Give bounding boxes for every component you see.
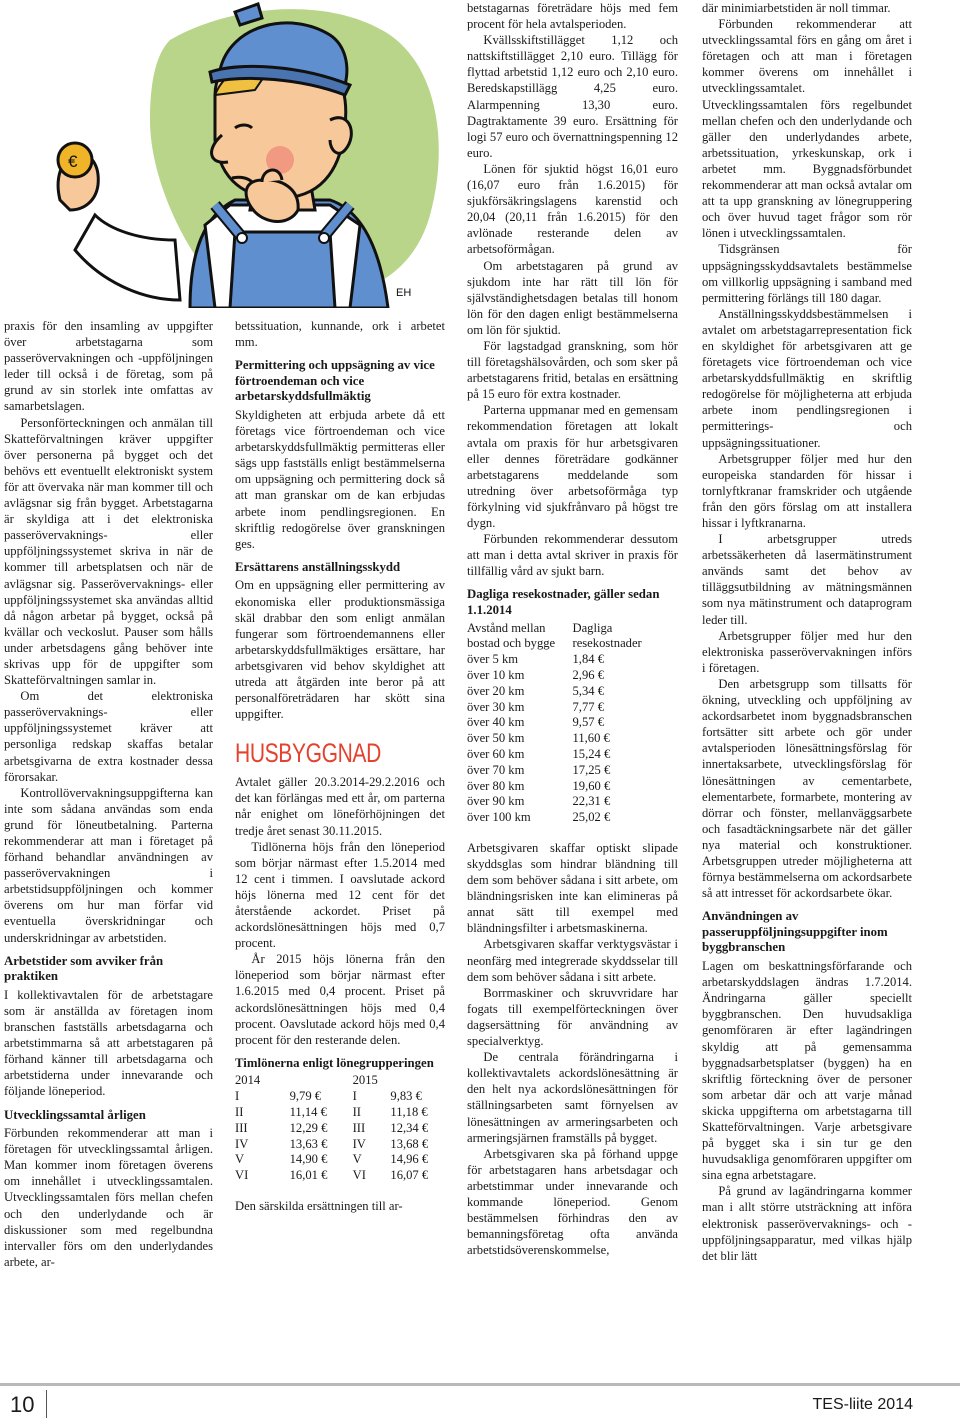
paragraph: År 2015 höjs lönerna från den löneperiod som börjar närmast efter 1.6.2015 med 0,4 procent. Priset på ackordslönesättningen höjs med 0,4 procent. Oavslutade ackord höjs med 0,4 procent för den resterande delen. bbox=[235, 952, 445, 1047]
paragraph: Anställningsskyddsbestämmelsen i avtalet om arbetstagarrepresentation fick en skyldighet för arbetsgivaren att ge företagets vice förtroendeman och vice arbetarskyddsfullmäktig en skriftlig redogörelse för möjligheterna att erbjuda arbete inom pendlingsregionen i permitterings- och uppsägningssituationer. bbox=[702, 306, 912, 450]
table-header-cell bbox=[290, 1073, 353, 1089]
table-cell: 17,25 € bbox=[572, 762, 611, 777]
column-3 bbox=[467, 0, 678, 1258]
table-cell: V bbox=[352, 1152, 362, 1167]
table-cell: VI bbox=[235, 1168, 249, 1183]
table-row bbox=[467, 668, 678, 684]
subheading: Timlönerna enligt lönegrupperingen bbox=[235, 1055, 434, 1070]
artist-signature: EH bbox=[396, 287, 412, 299]
table-cell: 25,02 € bbox=[572, 810, 611, 825]
subheading: Användningen av passeruppföljningsuppgifter inom byggbranschen bbox=[702, 909, 888, 955]
table-cell: III bbox=[235, 1120, 248, 1135]
paragraph: Kontrollövervakningsuppgifterna kan inte som sådana användas som enda grund för löneutbetalning. Parterna rekommenderar att man i företaget på förhand behandlar användningen av passerövervakningen i arbetstidsuppföljningen och kommer överens om hur man förfar vid eventuella överskridningar och underskridningar av arbetstiden. bbox=[4, 785, 213, 945]
table-cell: över 70 km bbox=[467, 762, 525, 777]
paragraph: Borrmaskiner och skruvvridare har fogats till exempelförteckningen över dagsersättning för användning av specialverktyg. bbox=[467, 985, 678, 1049]
table-header-cell: Dagliga resekostnader bbox=[572, 620, 642, 651]
table-cell: 12,34 € bbox=[390, 1120, 429, 1135]
page-footer bbox=[0, 1383, 960, 1419]
paragraph: På grund av lagändringarna kommer man i allt större utsträckning att införa elektronisk passerövervaknings- och -uppföljningsapparatur, med vilkas hjälp det blir lätt bbox=[702, 1184, 912, 1263]
paragraph: Skyldigheten att erbjuda arbete då ett företags vice förtroendeman och vice arbetarskyddsfullmäktig permitteras eller sägs upp fastställs enligt bestämmelserna om uppsägning och permittering dock så att man granskar om de kan erbjudas arbete inom pendlingsregionen. En skriftlig redogörelse över granskningen ges. bbox=[235, 407, 445, 551]
table-cell: över 20 km bbox=[467, 683, 525, 698]
paragraph: Den arbetsgrupp som tillsatts för ökning, utveckling och uppföljning av ackordsarbetet inom byggnadsbranschen fortsätter sitt arbete och gör under avtalsperioden lönesättningsförslag för innertaksarbete, utvecklingsförslag för lönesättningen av cementarbete, elementarbete, formarbete, montering av dörrar och fönster, mellanväggsarbete och fasadtäckningsarbete när det gäller nya material och konstruktioner. Arbetsgruppen utreder möjligheterna att förnya bestämmelserna om ackordsarbete så att intresset för ackordsarbete ökar. bbox=[702, 676, 912, 901]
table-row bbox=[467, 715, 678, 731]
table-cell: 9,57 € bbox=[572, 715, 604, 730]
table-cell: 1,84 € bbox=[572, 652, 604, 667]
table-row bbox=[467, 779, 678, 795]
column-1 bbox=[4, 318, 213, 1270]
table-cell: I bbox=[235, 1089, 240, 1104]
table-cell: IV bbox=[235, 1136, 249, 1151]
table-row bbox=[467, 652, 678, 668]
paragraph: betssituation, kunnande, ork i arbetet mm. bbox=[235, 319, 445, 350]
table-cell: VI bbox=[352, 1168, 366, 1183]
paragraph: I arbetsgrupper utreds arbetssäkerheten då lasermätinstrument används samt det behov av tilläggsutbildning av mätningsmännen som nya mätinstrument och dataprogram leder till. bbox=[702, 532, 912, 627]
paragraph: De centrala förändringarna i kollektivavtalets ackordslönesättning är den helt nya ackordslönesättningen för ställningsarbeten samt förnyelsen av lönesättningen av armeringsarbeten och armeringsjärnen framställs på bygget. bbox=[467, 1050, 678, 1145]
table-cell: över 10 km bbox=[467, 667, 525, 682]
paragraph: Parterna uppmanar med en gemensam rekommendation företagen att lokalt avtala om praxis för hur arbetsgivaren eller dennes företrädare godkänner arbetstagarens meddelande som utredning över arbetsoförmåga typ förkylning vid sjukfrånvaro på högst tre dygn. bbox=[467, 403, 678, 530]
paragraph: I kollektivavtalen för de arbetstagare som är anställda av företagen inom branschen fastställs arbetsdagarna och arbetstimmarna så att arbetstagaren på förhand känner till arbetsdagarna och arbetstiderna under innevarande och följande löneperiod. bbox=[4, 987, 213, 1099]
table-cell: IV bbox=[352, 1136, 366, 1151]
table-cell: 14,96 € bbox=[390, 1152, 429, 1167]
subheading: Dagliga resekostnader, gäller sedan 1.1.2014 bbox=[467, 587, 660, 617]
paragraph: Lönen för sjuktid högst 16,01 euro (16,07 euro från 1.6.2015) för sjukförsäkringslagens karenstid och 20,04 (20,11 från 1.6.2015) för den avlönade resterande delen av arbetsoförmågan. bbox=[467, 161, 678, 257]
table-cell: över 50 km bbox=[467, 731, 525, 746]
table-row bbox=[467, 763, 678, 779]
paragraph: Om det elektroniska passerövervaknings- eller uppföljningssystemet kräver att personliga redskap skaffas betalar arbetsgivarna de extra kostnader dessa förorsakar. bbox=[4, 689, 213, 784]
table-cell: V bbox=[235, 1152, 245, 1167]
table-cell: 13,63 € bbox=[289, 1136, 328, 1151]
paragraph: Personförteckningen och anmälan till Skatteförvaltningen kräver uppgifter över personerna på bygget och det behövs ett eventuellt elektroniskt system för att övervaka när man kommer till och avlägsnar sig från bygget. Arbetstagarna är skyldiga att i det elektroniska passerövervaknings- eller uppföljningssystemet skriva in när de kommer till arbetsplatsen och när de avlägsnar sig. Passerövervaknings- eller uppföljningssystemet ska användas alltid då någon arbetar på bygget, också på kvällar och veckoslut. Pauser som hålls under arbetsdagens gång behöver inte skrivas upp för de uppgifter som Skatteförvaltningen samlar in. bbox=[4, 415, 213, 688]
paragraph: betstagarnas företrädare höjs med fem procent för hela avtalsperioden. bbox=[467, 1, 678, 32]
divider bbox=[46, 1390, 47, 1418]
table-row bbox=[235, 1152, 445, 1168]
table-cell: 19,60 € bbox=[572, 778, 611, 793]
paragraph: Förbunden rekommenderar dessutom att man i detta avtal skriver in praxis för tillfällig vård av sjukt barn. bbox=[467, 532, 678, 579]
table-cell: över 90 km bbox=[467, 794, 525, 809]
table-header-cell: 2015 bbox=[352, 1073, 378, 1088]
paragraph: Lagen om beskattningsförfarande och arbetarskyddslagen ändras 1.7.2014. Ändringarna gäller speciellt byggbranschen. Den huvudsakliga genomföraren är efter lagändringen skyldig att på gemensamma byggnadsarbetsplatser (byggen) ha en skriftlig förteckning över de personer som arbetar där och att varje månad skicka uppgifterna om arbetstagarna till Skatteförvaltningen. Varje arbetsgivare på bygget ska i sin tur ge den huvudsakliga genomföraren uppgifter om sina egna arbetstagare. bbox=[702, 959, 912, 1183]
table-header-cell: Avstånd mellan bostad och bygge bbox=[467, 620, 556, 651]
paragraph: Om arbetstagaren på grund av sjukdom inte har rätt till lön för självständighetsdagen betalas till honom lön för den dagen enligt bestämmelserna om lön för sjuktid. bbox=[467, 258, 678, 337]
table-cell: 2,96 € bbox=[572, 667, 604, 682]
subheading: Permittering och uppsägning av vice förtroendeman och vice arbetarskyddsfullmäktig bbox=[235, 358, 435, 404]
table-cell: 9,83 € bbox=[390, 1089, 422, 1104]
section-title-husbyggnad: HUSBYGGNAD bbox=[235, 738, 381, 769]
paragraph: Arbetsgrupper följer med hur den europeiska standarden för hissar i tornlyftkranar framskrider och utgående från den görs förslag om att installera hissar i lyftkranarna. bbox=[702, 451, 912, 530]
paragraph: Arbetsgivaren ska på förhand uppge för arbetstagaren hans arbetsdagar och arbetstimmar under innevarande och kommande löneperiod. Genom bestämmelsen förhindras den av bemanningsföretag ofta använda arbetstidsöverenskommelse, bbox=[467, 1146, 678, 1258]
table-row bbox=[467, 684, 678, 700]
table-cell: 5,34 € bbox=[572, 683, 604, 698]
paragraph: För lagstadgad granskning, som hör till företagshälsovården, och som sker på arbetstagarens fritid, betalas en ersättning på 15 euro för extra kostnader. bbox=[467, 338, 678, 402]
table-cell: I bbox=[352, 1089, 357, 1104]
table-cell: 9,79 € bbox=[289, 1089, 322, 1104]
table-row bbox=[467, 810, 678, 826]
table-row bbox=[235, 1168, 445, 1184]
euro-icon: € bbox=[68, 152, 78, 171]
table-cell: III bbox=[352, 1120, 366, 1135]
table-header-row bbox=[467, 621, 678, 653]
paragraph: Arbetsgivaren skaffar optiskt slipade skyddsglas som hindrar bländning till dem som behöver sådana i sitt arbete, om bländningsrisken inte kan elimineras på annat sätt till exempel med bländningsfilter i arbetsmaskinerna. bbox=[467, 840, 678, 936]
subheading: Utvecklingssamtal årligen bbox=[4, 1107, 146, 1122]
paragraph: Arbetsgivaren skaffar verktygsvästar i neonfärg med integrerade skyddsselar till dem som behöver sådana i sitt arbete. bbox=[467, 937, 678, 984]
paragraph: Den särskilda ersättningen till ar- bbox=[235, 1199, 403, 1214]
paragraph: Tidlönerna höjs från den löneperiod som börjar närmast efter 1.5.2014 med 12 cent i timmen. I oavslutade ackord höjs lönerna med 12 cent för det återstående ackordet. Priset på ackordslönesättningen höjs med 0,7 procent. bbox=[235, 839, 445, 951]
worker-cartoon-graphic bbox=[0, 0, 445, 308]
table-cell: över 100 km bbox=[467, 810, 531, 825]
table-cell: 11,14 € bbox=[289, 1105, 327, 1120]
table-cell: 11,18 € bbox=[390, 1105, 428, 1120]
table-row bbox=[467, 700, 678, 716]
table-cell: II bbox=[352, 1105, 361, 1120]
table-header-row bbox=[235, 1073, 445, 1089]
page-number: 10 bbox=[10, 1392, 35, 1417]
wage-table bbox=[235, 1073, 445, 1184]
table-row bbox=[235, 1137, 445, 1153]
paragraph: där minimiarbetstiden är noll timmar. bbox=[702, 1, 891, 15]
table-cell: II bbox=[235, 1105, 244, 1120]
table-header-cell: 2014 bbox=[235, 1073, 261, 1088]
table-cell: 12,29 € bbox=[289, 1120, 328, 1135]
paragraph: Förbunden rekommenderar att utvecklingssamtal förs en gång om året i företagen och att man i företagen kommer överens om innehållet i utvecklingssamtalet. Utvecklingssamtalen förs regelbundet mellan chefen och den underlydande och gäller den underlydandes arbete, arbetssituation, yrkeskunskap, ork i arbetet mm. Byggnadsförbundet rekommenderar att man också avtalar om att ta upp granskning av lönegruppering och över huvud taget frågor som rör lönen i utvecklingssamtalen. bbox=[702, 17, 912, 241]
publication-name: TES-liite 2014 bbox=[812, 1396, 913, 1413]
illustration-worker-with-coin bbox=[0, 0, 445, 308]
table-cell: över 80 km bbox=[467, 778, 525, 793]
table-cell: 11,60 € bbox=[572, 731, 610, 746]
table-cell: över 40 km bbox=[467, 715, 525, 730]
table-cell: 22,31 € bbox=[572, 794, 611, 809]
column-4 bbox=[702, 0, 912, 1264]
table-cell: 16,01 € bbox=[289, 1168, 328, 1183]
subheading: Ersättarens anställningsskydd bbox=[235, 559, 401, 574]
paragraph: Förbunden rekommenderar att man i företagen för utvecklingssamtal årligen. Man kommer inom företagen överens om innehållet i utvecklingssamtalen. Utvecklingssamtalen förs mellan chefen och den underlydande och är diskussioner som med regelbundna intervaller förs om den underlydandes arbete, ar- bbox=[4, 1126, 213, 1269]
travel-cost-table bbox=[467, 621, 678, 826]
table-row bbox=[467, 747, 678, 763]
table-cell: 15,24 € bbox=[572, 746, 611, 761]
paragraph: praxis för den insamling av uppgifter över arbetstagarna som passerövervakningen och -uppföljningen leder till också i de företag, som på grund av sin storlek inte omfattas av samarbetslagen. bbox=[4, 319, 213, 414]
table-row bbox=[467, 731, 678, 747]
paragraph: Om en uppsägning eller permittering av ekonomiska eller produktionsmässiga skäl drabbar den som enligt anmälan fungerar som förtroendemannens eller arbetarskyddsfullmäktiges ersättare, har arbetsgivaren vid behov skyldighet att utreda att åtgärden inte beror på att personalföreträdaren har skött sina uppgifter. bbox=[235, 578, 445, 722]
table-cell: över 30 km bbox=[467, 699, 525, 714]
table-header-cell bbox=[390, 1073, 445, 1089]
paragraph: Kvällsskiftstillägget 1,12 och nattskiftstillägget 2,10 euro. Tillägg för flyttad arbetstid 1,12 euro och 2,10 euro. Beredskapstillägg 4,25 euro. Alarmpenning 13,30 euro. Dagtraktamente 39 euro. Ersättning för logi 57 euro och övernattningspenning 12 euro. bbox=[467, 33, 678, 160]
column-2 bbox=[235, 318, 445, 1214]
table-cell: 7,77 € bbox=[572, 699, 604, 714]
paragraph: Arbetsgrupper följer med hur den elektroniska passerövervakningen införs i företagen. bbox=[702, 628, 912, 675]
table-cell: 14,90 € bbox=[289, 1152, 328, 1167]
table-cell: 16,07 € bbox=[390, 1168, 429, 1183]
table-row bbox=[235, 1089, 445, 1105]
table-row bbox=[467, 794, 678, 810]
paragraph: Avtalet gäller 20.3.2014-29.2.2016 och det kan förlängas med ett år, om parterna når enighet om löneförhöjningen det tredje året senast 30.11.2015. bbox=[235, 775, 445, 838]
table-cell: över 60 km bbox=[467, 746, 525, 761]
table-row bbox=[235, 1105, 445, 1121]
table-row bbox=[235, 1121, 445, 1137]
subheading: Arbetstider som avviker från praktiken bbox=[4, 953, 164, 984]
table-cell: 13,68 € bbox=[390, 1136, 429, 1151]
paragraph: Tidsgränsen för uppsägningsskyddsavtalets bestämmelse om villkorlig uppsägning i samband med permittering förlängs till 180 dagar. bbox=[702, 242, 912, 305]
table-cell: över 5 km bbox=[467, 652, 519, 667]
